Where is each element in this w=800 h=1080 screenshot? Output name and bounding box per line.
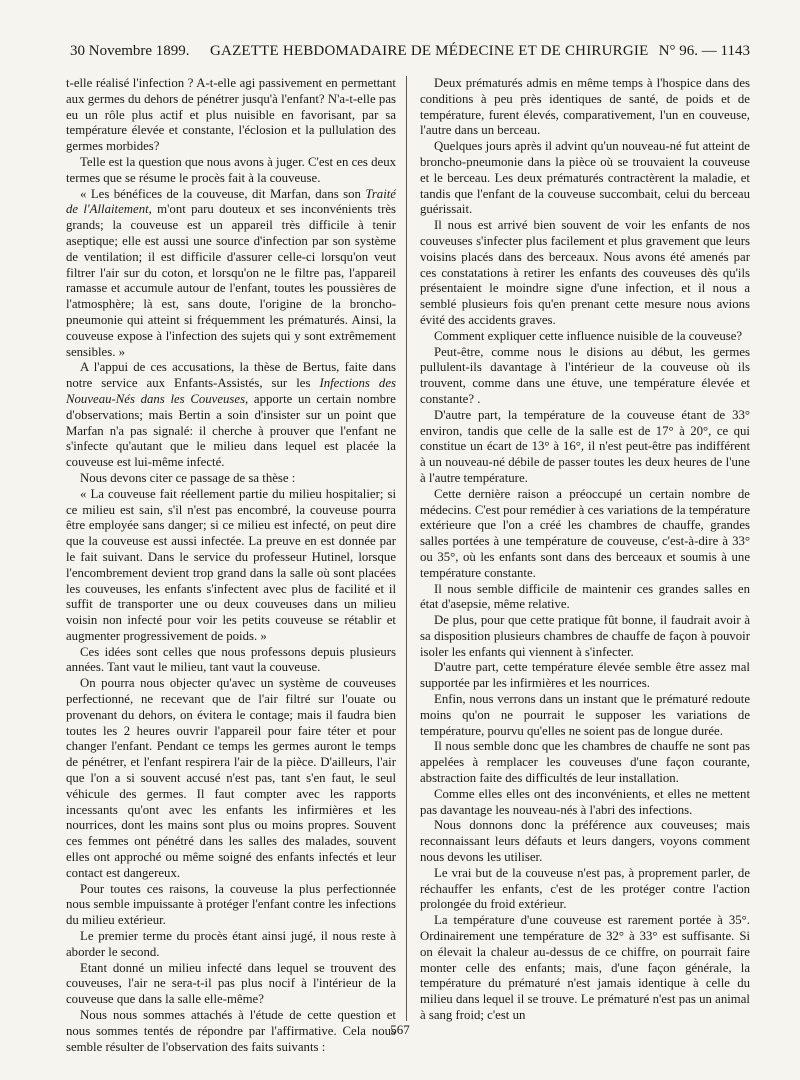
paragraph: Enfin, nous verrons dans un instant que le prématuré redoute moins qu'on ne pourrait le supposer les variations de température, pourvu qu'elles ne soient pas de longue durée. bbox=[420, 692, 750, 738]
paragraph-text: apporte un certain nombre d'observations; mais Bertin a soin d'insister sur un point que Marfan n'a pas signalé: il cherche à prouver que l'enfant ne s'infecte qu'autant que le milieu dans lequel est placée la couveuse est lui-même infecté. bbox=[66, 391, 396, 470]
paragraph: Nous nous sommes attachés à l'étude de cette question et nous sommes tentés de répondre par l'affirmative. Cela nous semble résulter de l'observation des faits suivants : bbox=[66, 1008, 396, 1054]
paragraph-text: A l'appui de ces accusations, la thèse de Bertus, faite dans notre service aux Enfants-Assistés, sur les bbox=[66, 360, 396, 391]
column-divider bbox=[406, 76, 407, 1021]
paragraph: Telle est la question que nous avons à juger. C'est en ces deux termes que se résume le procès fait à la couveuse. bbox=[66, 154, 396, 185]
thesis-title: Infections des Nouveau-Nés dans les Couveuses, bbox=[66, 376, 396, 406]
page-folio: 567 bbox=[390, 1022, 410, 1037]
quote-paragraph bbox=[66, 187, 396, 361]
issue-page-number: N° 96. — 1143 bbox=[658, 43, 750, 59]
paragraph: Le vrai but de la couveuse n'est pas, à proprement parler, de réchauffer les enfants, c'est de les protéger contre l'action prolongée du froid extérieur. bbox=[420, 865, 750, 912]
paragraph: Le premier terme du procès étant ainsi jugé, il nous reste à aborder le second. bbox=[66, 929, 396, 959]
paragraph: Il nous est arrivé bien souvent de voir les enfants de nos couveuses s'infecter plus facilement et plus gravement que leurs voisins placés dans des berceaux. Nous avons été amenés par ces constatations à retirer les enfants des couveuses dès qu'ils présentaient le moindre signe d'une infection, et il nous a semblé plusieurs fois qu'en prenant cette mesure nous avions évité des accidents graves. bbox=[420, 218, 750, 327]
paragraph: D'autre part, cette température élevée semble être assez mal supportée par les infirmières et les nourrices. bbox=[420, 660, 750, 691]
paragraph: Peut-être, comme nous le disions au début, les germes pullulent-ils davantage à l'intérieur de la couveuse où ils trouvent, comme dans une étuve, une température élevée et constante? . bbox=[420, 344, 750, 406]
paragraph: Nous donnons donc la préférence aux couveuses; mais reconnaissant leurs défauts et leurs dangers, voyons comment nous devons les utiliser. bbox=[420, 818, 750, 865]
paragraph: Quelques jours après il advint qu'un nouveau-né fut atteint de broncho-pneumonie dans la pièce où se trouvaient la couveuse et le berceau. Les deux prématurés contractèrent la maladie, et tandis que l'enfant de la couveuse succombait, celui du berceau guérissait. bbox=[420, 139, 750, 217]
paragraph: Cette dernière raison a préoccupé un certain nombre de médecins. C'est pour remédier à ces variations de la température extérieure que l'on a créé les chambres de chauffe, grandes salles portées à une température de couveuse, c'est-à-dire à 33° ou 35°, où les enfants sont dans des berceaux et soumis à une température constante. bbox=[420, 486, 750, 580]
paragraph: Etant donné un milieu infecté dans lequel se trouvent des couveuses, l'air ne sera-t-il pas plus nocif à l'intérieur de la couveuse que dans la salle elle-même? bbox=[66, 960, 396, 1007]
quote-paragraph: « La couveuse fait réellement partie du milieu hospitalier; si ce milieu est sain, s'il n'est pas encombré, la couveuse pourra être employée sans danger; si ce milieu est infecté, on peut dire que la couveuse est aussi infectée. La preuve en est donnée par le fait suivant. Dans le service du professeur Hutinel, lorsque l'encombrement devient trop grand dans la salle où sont placées les couveuses, les enfants s'infectent avec plus de facilité et il suffit de transporter une ou deux couveuses dans un milieu voisin non infecté pour voir les petits couveuse se rétablir et augmenter progressivement de poids. » bbox=[66, 486, 396, 643]
paragraph bbox=[66, 360, 396, 471]
right-column bbox=[420, 76, 750, 1036]
paragraph: La température d'une couveuse est rarement portée à 35°. Ordinairement une température de 32° à 33° est suffisante. Si on élevait la chaleur au-dessus de ce chiffre, on pourrait faire monter celle des enfants; mais, d'une façon générale, la température du prématuré n'est jamais identique à celle du milieu dans lequel il se trouve. Le prématuré n'est pas un animal à sang froid; c'est un bbox=[420, 913, 750, 1023]
left-column bbox=[66, 76, 396, 1054]
paragraph: Pour toutes ces raisons, la couveuse la plus perfectionnée nous semble impuissante à protéger l'enfant contre les infections du milieu extérieur. bbox=[66, 881, 396, 928]
paragraph: Deux prématurés admis en même temps à l'hospice dans des conditions à peu près identiques de santé, de poids et de température, furent élevés, comparativement, l'un en couveuse, l'autre dans un berceau. bbox=[420, 76, 750, 138]
paragraph: Ces idées sont celles que nous professons depuis plusieurs années. Tant vaut le milieu, tant vaut la couveuse. bbox=[66, 644, 396, 675]
paragraph: On pourra nous objecter qu'avec un système de couveuses perfectionné, ne recevant que de l'air filtré sur l'ouate ou provenant du dehors, on évitera le contage; mais il faudra bien toutes les 2 heures ouvrir l'appareil pour faire téter et pour changer l'enfant. Pendant ce temps les germes auront le temps de pénétrer, et l'enfant respirera l'air de la pièce. D'ailleurs, l'air que l'on a si souvent accusé n'est pas, tant s'en faut, le seul véhicule des germes. Il faut compter avec les rapports incessants qu'ont avec les enfants les infirmières et les nourrices, dont les mains sont plus ou moins propres. Souvent ces femmes ont pénétré dans les salles des malades, souvent elles ont approché ou même soigné des enfants infectés et leur contact est dangereux. bbox=[66, 676, 396, 880]
paragraph: Il nous semble donc que les chambres de chauffe ne sont pas appelées à remplacer les couveuses d'une façon courante, abstraction faite des difficultés de leur installation. bbox=[420, 739, 750, 786]
paragraph: Nous devons citer ce passage de sa thèse : bbox=[80, 470, 296, 485]
paragraph: t-elle réalisé l'infection ? A-t-elle agi passivement en permettant aux germes du dehors de pénétrer jusqu'à l'enfant? N'a-t-elle pas eu un rôle plus actif et plus nuisible en favorisant, par sa température élevée et constante, l'éclosion et la pullulation des germes morbides? bbox=[66, 76, 396, 154]
paragraph: Il nous semble difficile de maintenir ces grandes salles en état d'asepsie, même relative. bbox=[420, 581, 750, 612]
journal-title: GAZETTE HEBDOMADAIRE DE MÉDECINE ET DE CHIRURGIE bbox=[210, 43, 649, 59]
quote-text: m'ont paru douteux et ses inconvénients très grands; la couveuse est un appareil très difficile à tenir aseptique; elle est aussi une source d'infection par son système de ventilation; il est difficile d'assurer celle-ci lorsqu'on veut filtrer l'air sur du coton, et lorsqu'on ne le filtre pas, l'appareil ramasse et accumule autour de l'enfant, toutes les poussières de l'atmosphère; là est, sans doute, l'origine de la broncho-pneumonie qui atteint si fréquemment les prématurés. Ainsi, la couveuse expose à l'infection des sujets qui y sont extrêmement sensibles. » bbox=[66, 202, 396, 359]
paragraph: Comment expliquer cette influence nuisible de la couveuse? bbox=[434, 328, 743, 343]
paragraph: De plus, pour que cette pratique fût bonne, il faudrait avoir à sa disposition plusieurs chambres de chauffe de façon à pouvoir isoler les enfants qui viennent à s'infecter. bbox=[420, 613, 750, 659]
issue-date: 30 Novembre 1899. bbox=[70, 43, 190, 59]
quote-text: « Les bénéfices de la couveuse, dit Marfan, dans son bbox=[80, 186, 361, 201]
book-title: Traité de l'Allaitement, bbox=[66, 186, 396, 217]
running-header bbox=[70, 40, 750, 62]
paragraph: Comme elles elles ont des inconvénients, et elles ne mettent pas davantage les nouveau-nés à l'abri des infections. bbox=[420, 786, 750, 817]
paragraph: D'autre part, la température de la couveuse étant de 33° environ, tandis que celle de la salle est de 17° à 20°, ce qui constitue un écart de 13° à 16°, il n'est peut-être pas indifférent à un nouveau-né débile de passer toutes les deux heures de l'une à l'autre température. bbox=[420, 407, 750, 485]
